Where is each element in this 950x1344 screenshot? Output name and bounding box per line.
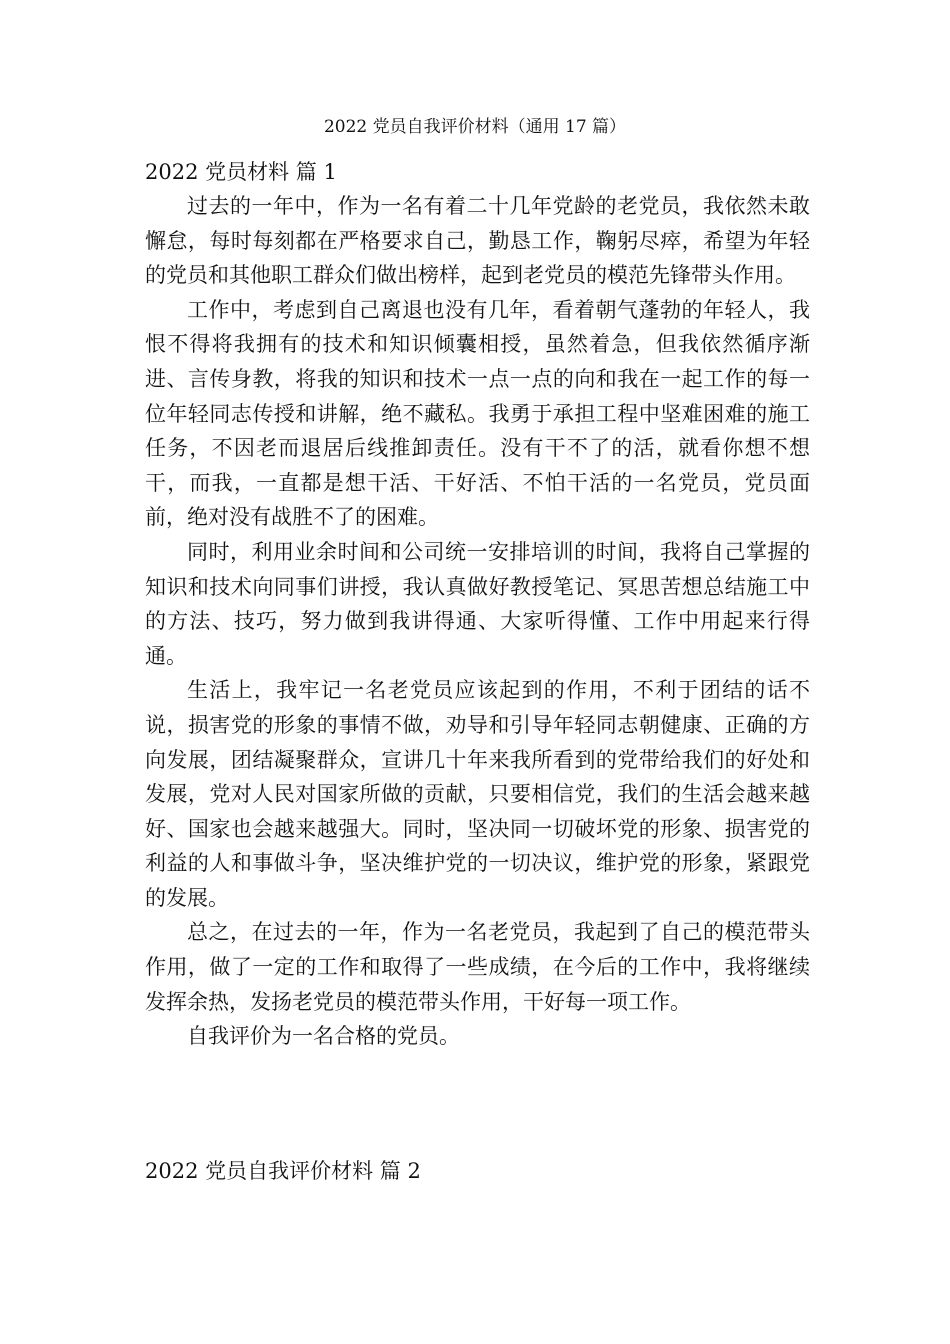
section-heading-2: 2022 党员自我评价材料 篇 2 [145, 1159, 421, 1183]
section-heading-1: 2022 党员材料 篇 1 [145, 160, 337, 184]
paragraph: 过去的一年中，作为一名有着二十几年党龄的老党员，我依然未敢懈怠，每时每刻都在严格要求自己，勤恳工作，鞠躬尽瘁，希望为年轻的党员和其他职工群众们做出榜样，起到老党员的模范先锋带头作用。 [145, 194, 810, 288]
paragraph: 生活上，我牢记一名老党员应该起到的作用，不利于团结的话不说，损害党的形象的事情不做，劝导和引导年轻同志朝健康、正确的方向发展，团结凝聚群众，宣讲几十年来我所看到的党带给我们的好处和发展，党对人民对国家所做的贡献，只要相信党，我们的生活会越来越好、国家也会越来越强大。同时，坚决同一切破坏党的形象、损害党的利益的人和事做斗争，坚决维护党的一切决议，维护党的形象，紧跟党的发展。 [145, 678, 810, 910]
document-title: 2022 党员自我评价材料（通用 17 篇） [323, 117, 627, 137]
section-1-body [145, 189, 810, 1054]
paragraph: 工作中，考虑到自己离退也没有几年，看着朝气蓬勃的年轻人，我恨不得将我拥有的技术和知识倾囊相授，虽然着急，但我依然循序渐进、言传身教，将我的知识和技术一点一点的向和我在一起工作的每一位年轻同志传授和讲解，绝不藏私。我勇于承担工程中坚难困难的施工任务，不因老而退居后线推卸责任。没有干不了的活，就看你想不想干，而我，一直都是想干活、干好活、不怕干活的一名党员，党员面前，绝对没有战胜不了的困难。 [145, 297, 810, 530]
paragraph: 自我评价为一名合格的党员。 [187, 1024, 460, 1049]
paragraph: 同时，利用业余时间和公司统一安排培训的时间，我将自己掌握的知识和技术向同事们讲授，我认真做好教授笔记、冥思苦想总结施工中的方法、技巧，努力做到我讲得通、大家听得懂、工作中用起来行得通。 [145, 539, 810, 668]
paragraph: 总之，在过去的一年，作为一名老党员，我起到了自己的模范带头作用，做了一定的工作和取得了一些成绩，在今后的工作中，我将继续发挥余热，发扬老党员的模范带头作用，干好每一项工作。 [145, 920, 810, 1014]
